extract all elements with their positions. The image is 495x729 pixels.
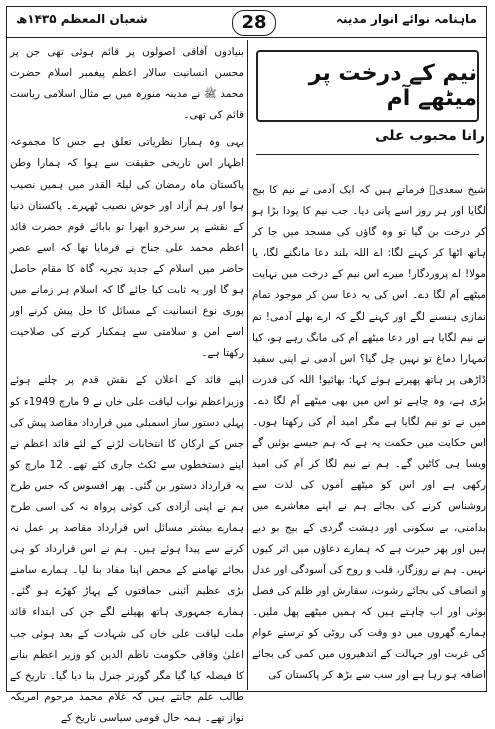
- right-column: [252, 180, 486, 686]
- paragraph: بنیادوں آفاقی اصولوں پر قائم ہوئی تھی جن پر محسن انسانیت سالار اعظم پیغمبر اسلام حضرت محمد ﷺ نے مدینہ منورہ میں بے مثال اسلامی ریاست قائم کی تھی۔: [10, 46, 244, 122]
- page-number: 28: [232, 10, 276, 36]
- paragraph: شیخ سعدیؒ فرماتے ہیں کہ ایک آدمی نے نیم کا بیج لگایا اور ہر روز اسے پانی دیا۔ جب نیم کا پودا بڑا ہو کر درخت بن گیا تو وہ گاؤں کی مسجد میں جا کر ہاتھ اٹھا کر کہنے لگا: اے اللہ بلند دعا مانگنے لگا، یا مولا! اے پروردگار! میرے اس نیم کے درخت میں نہایت میٹھے آم لگا دے۔ اس کی یہ دعا سن کر موجود تمام نمازی ہنسنے لگے اور کہنے لگے کہ ارے بھلے آدمی! تم نے نیم لگایا ہے اور دعا میٹھے آم کی مانگ رہے ہو، کیا تمہارا دماغ تو نہیں چل گیا؟ اس آدمی نے اپنی سفید ڈاڑھی پر ہاتھ پھیرتے ہوئے کہا: بھائیو! اللہ کی قدرت بڑی ہے، وہ چاہے تو اس میں بھی میٹھے آم لگا دے۔ میں نے تو نیم لگایا ہے مگر امید آم کی رکھتا ہوں۔ اس حکایت میں حکمت یہ ہے کہ ہم جیسے بوئیں گے ویسا ہی کاٹیں گے۔ ہم نے نیم لگا کر آم کی امید رکھی ہے اور اس کو میٹھے آموں کی لذت سے روشناس کرنے کی بجائے ہم نے اپنے معاشرے میں بدامنی، بے سکونی اور دہشت گردی کے بیج بو دیے ہیں اور پھر حیرت ہے کہ ہمارے دعاؤں میں اثر کیوں نہیں۔ ہم نے روزگار، قلب و روح کی آسودگی اور عدل و انصاف کی بجائے رشوت، سفارش اور ظلم کی فصل بوئی اور اب چاہتے ہیں کہ ہمیں میٹھے پھل ملیں۔ ہمارے گھروں میں دو وقت کی روٹی کو ترستے عوام کی غربت اور جہالت کے اندھیروں میں کمی کی بجائے اضافہ ہو رہا ہے اور سب سے بڑھ کر پاکستان کی: [252, 184, 486, 682]
- magazine-title: ماہنامہ نوائے انوار مدینہ: [335, 12, 477, 26]
- author-underline: [256, 154, 479, 155]
- column-divider: [247, 40, 248, 690]
- article-title: نیم کے درخت پر میٹھے آم: [256, 50, 479, 122]
- issue-date: شعبان المعظم ۱۴۳۵ھ: [16, 12, 148, 26]
- left-column: [10, 42, 244, 729]
- page-header: [6, 6, 487, 38]
- paragraph: اپنے قائد کے اعلان کے نقش قدم پر چلتے ہوئے وزیراعظم نواب لیاقت علی خاں نے 9 مارچ 1949ء کو پہلی دستور ساز اسمبلی میں قرارداد مقاصد پیش کی جس کے ارکان کا انتخابات لڑنے کے لئے قائد اعظم نے اپنے دستخطوں سے ٹکٹ جاری کئے تھے۔ 12 مارچ کو یہ قرارداد دستور بن گئی۔ پھر افسوس کہ جس طرح ہم نے اپنی آزادی کی کوئی پرواہ نہ کی اسی طرح ہمارے بیشتر مسائل اس قرارداد مقاصد پر عمل نہ کرنے سے پیدا ہوئے ہیں۔ ہم نے اس قرارداد کو ہی بجائے تھامنے کے محض اپنا مفاد بنا لیا۔ ہمارے سامنے بڑی عظیم آئینی حماقتوں کے پہاڑ کھڑے ہو گئے۔ ہمارے جمہوری ہاتھ پھیلنے لگے جن کی ابتداء قائد ملت لیاقت علی خاں کی شہادت کے بعد ہوئی جب اعلیٰ وفاقی حکومت ناظم الدین کو وزیر اعظم بنانے کا فیصلہ کیا گیا مگر گورنر جنرل بنا دیا گیا۔ تاریخ کے طالب علم جانتے ہیں کہ غلام محمد مرحوم امریکہ نواز تھے۔ ہمہ حال قومی سیاسی تاریخ کے: [10, 374, 245, 724]
- article-author: رانا محبوب علی: [375, 128, 485, 144]
- paragraph: یہی وہ ہمارا نظریاتی تعلق ہے جس کا مجموعہ اظہار اس تاریخی حقیقت سے ہوا کہ ہمارا وطن پاکستان ماہ رمضان کی لیلۃ القدر میں ہمیں نصیب ہوا اور ہم آزاد اور خوش نصیب ٹھہرے۔ پاکستان دنیا کے نقشے پر سرخرو ابھرا تو بابائے قوم حضرت قائد اعظم محمد علی جناح نے فرمایا تھا کہ اسے عصر حاضر میں اسلام کے جدید تجربہ گاہ کا مقام حاصل ہو گا اور یہ ثابت کیا جائے گا کہ اسلام ہر زمانے میں پوری نوع انسانیت کے مسائل کا حل پیش کرنے اور اسے امن و سلامتی سے ہمکنار کرنے کی صلاحیت رکھتا ہے۔: [10, 136, 244, 360]
